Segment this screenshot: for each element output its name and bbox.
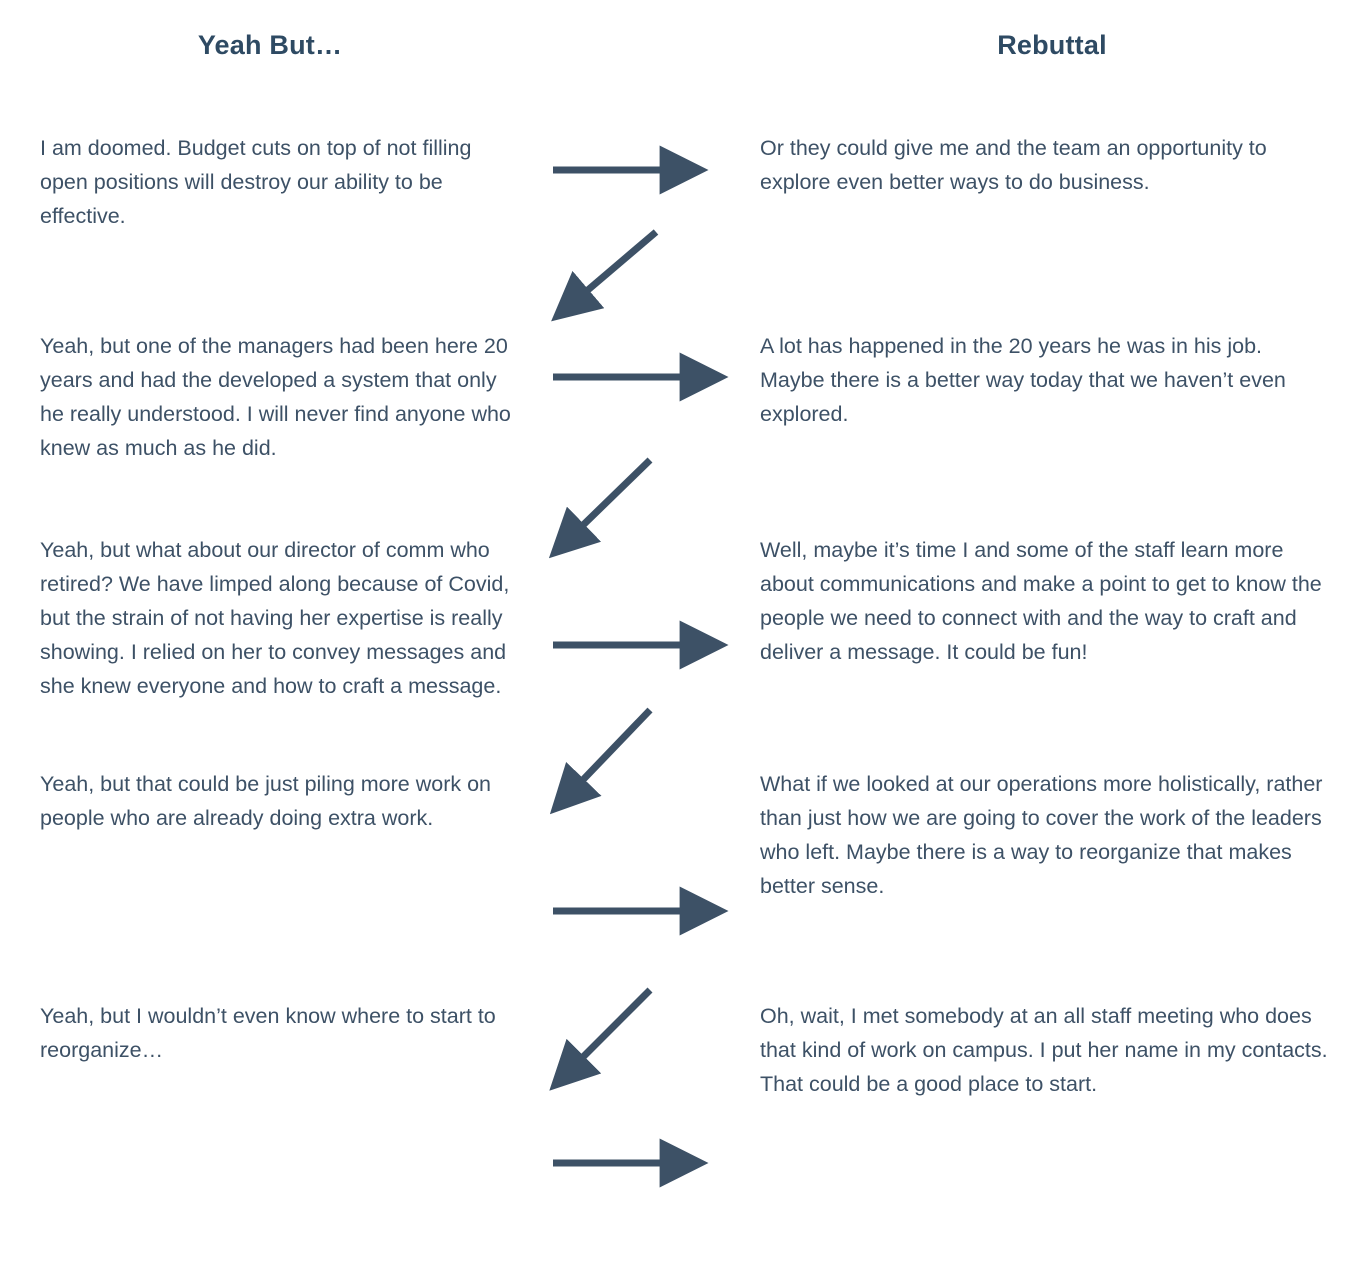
objection-cell-3 [0,533,540,703]
row-3 [0,533,1349,703]
arrow-cell-1 [540,131,755,233]
objection-text-4: Yeah, but that could be just piling more work on people who are already doing extra work. [40,772,491,830]
objection-cell-2 [0,329,540,465]
objection-text-2: Yeah, but one of the managers had been here 20 years and had the developed a system that only he really understood. I will never find anyone who knew as much as he did. [40,334,511,460]
arrow-cell-3 [540,533,755,703]
rebuttal-text-2: A lot has happened in the 20 years he was in his job. Maybe there is a better way today that we haven’t even explored. [760,334,1286,426]
header-rebuttal: Rebuttal [997,30,1107,60]
arrow-cell-2 [540,329,755,465]
rebuttal-cell-4 [755,767,1349,903]
objection-text-1: I am doomed. Budget cuts on top of not filling open positions will destroy our ability to be effective. [40,136,472,228]
row-2 [0,329,1349,465]
rows-container [0,131,1349,1101]
header-spacer [540,30,755,61]
row-4 [0,767,1349,903]
rebuttal-cell-5 [755,999,1349,1101]
objection-cell-5 [0,999,540,1101]
objection-cell-4 [0,767,540,903]
objection-text-3: Yeah, but what about our director of comm who retired? We have limped along because of Covid, but the strain of not having her expertise is really showing. I relied on her to convey messages and she knew everyone and how to craft a message. [40,538,510,698]
header-yeah-but: Yeah But… [197,30,343,60]
rebuttal-cell-2 [755,329,1349,465]
rebuttal-cell-1 [755,131,1349,233]
arrow-cell-4 [540,767,755,903]
rebuttal-text-3: Well, maybe it’s time I and some of the staff learn more about communications and make a point to get to know the people we need to connect with and the way to craft and deliver a message. It could be fun! [760,538,1322,664]
arrow-cell-5 [540,999,755,1101]
rebuttal-cell-3 [755,533,1349,703]
row-5 [0,999,1349,1101]
objection-cell-1 [0,131,540,233]
rebuttal-text-5: Oh, wait, I met somebody at an all staff meeting who does that kind of work on campus. I put her name in my contacts. That could be a good place to start. [760,1004,1328,1096]
objection-text-5: Yeah, but I wouldn’t even know where to start to reorganize… [40,1004,496,1062]
rebuttal-text-4: What if we looked at our operations more holistically, rather than just how we are going to cover the work of the leaders who left. Maybe there is a way to reorganize that makes better sense. [760,772,1323,898]
column-headers [0,0,1349,61]
rebuttal-text-1: Or they could give me and the team an opportunity to explore even better ways to do business. [760,136,1267,194]
row-1 [0,131,1349,233]
